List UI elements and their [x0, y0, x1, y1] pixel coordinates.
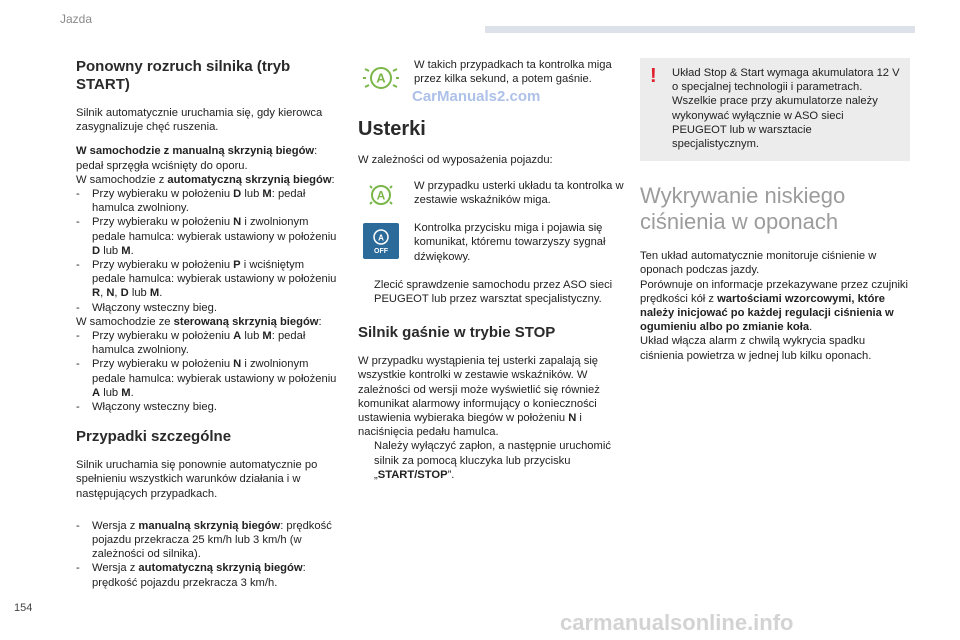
- arrow-bullet-icon: [358, 278, 374, 306]
- site-watermark: carmanualsonline.info: [560, 610, 794, 635]
- section-header: Jazda: [60, 12, 93, 26]
- tyre-text-2: Porównuje on informacje przekazywane przez czujniki prędkości kół z wartościami wzorcowymi, które należy inicjować po każdej regulacji ciśnienia w ogumieniu albo po zmianie koła.: [640, 278, 909, 334]
- fault-button-text: Kontrolka przycisku miga i pojawia się komunikat, któremu towarzyszy sygnał dźwiękowy.: [414, 222, 606, 263]
- stop-start-flashing-icon: [363, 60, 399, 96]
- battery-warning-box: [640, 58, 910, 161]
- blink-note: [358, 58, 624, 96]
- blink-text: W takich przypadkach ta kontrolka miga przez kilka sekund, a potem gaśnie.: [414, 59, 612, 86]
- restart-intro: Silnik automatycznie uruchamia się, gdy kierowca zasygnalizuje chęć ruszenia.: [76, 107, 323, 134]
- list-item: - Przy wybieraku w położeniu D lub M: pedał hamulca zwolniony.: [76, 188, 306, 215]
- restart-title: Ponowny rozruch silnika (tryb START): [76, 58, 291, 93]
- svg-text:OFF: OFF: [374, 248, 388, 256]
- stall-title: Silnik gaśnie w trybie STOP: [358, 324, 556, 342]
- svg-text:A: A: [376, 188, 386, 203]
- header-bar: [485, 26, 915, 33]
- column-middle: [358, 58, 624, 482]
- faults-title: Usterki: [358, 118, 426, 140]
- faults-intro: W zależności od wyposażenia pojazdu:: [358, 154, 553, 166]
- warning-text-2: Wszelkie prace przy akumulatorze należy wykonywać wyłącznie w ASO sieci PEUGEOT lub w warsztacie specjalistycznym.: [672, 95, 878, 151]
- warning-text-1: Układ Stop & Start wymaga akumulatora 12 V o specjalnej technologii i parametrach.: [672, 67, 900, 94]
- arrow-bullet-icon: [358, 439, 374, 482]
- svg-text:A: A: [378, 233, 384, 243]
- special-cases-title: Przypadki szczególne: [76, 428, 232, 446]
- list-item: - Przy wybieraku w położeniu N i zwolnionym pedale hamulca: wybierak ustawiony w położeniu D lub M.: [76, 216, 337, 257]
- list-item: - Włączony wsteczny bieg.: [76, 401, 217, 414]
- ignition-instruction: Należy wyłączyć zapłon, a następnie uruchomić silnik za pomocą kluczyka lub przycisku „START/STOP”.: [358, 439, 624, 482]
- list-item: - Przy wybieraku w położeniu N i zwolnionym pedale hamulca: wybierak ustawiony w położeniu A lub M.: [76, 358, 337, 399]
- stop-start-off-button-icon: [363, 223, 399, 259]
- list-item: - Wersja z automatyczną skrzynią biegów: prędkość pojazdu przekracza 3 km/h.: [76, 562, 306, 589]
- fault-lamp-text: W przypadku usterki układu ta kontrolka w zestawie wskaźników miga.: [414, 180, 624, 207]
- list-item: - Przy wybieraku w położeniu A lub M: pedał hamulca zwolniony.: [76, 330, 306, 357]
- check-instruction: Zlecić sprawdzenie samochodu przez ASO sieci PEUGEOT lub przez warsztat specjalistyczny.: [358, 278, 624, 306]
- fault-button-note: [358, 221, 624, 264]
- tyre-pressure-title: Wykrywanie niskiego ciśnienia w oponach: [640, 183, 846, 235]
- page-number: 154: [14, 602, 33, 614]
- list-item: - Włączony wsteczny bieg.: [76, 301, 217, 314]
- watermark: CarManuals2.com: [412, 88, 541, 105]
- tyre-text-1: Ten układ automatycznie monitoruje ciśnienie w oponach podczas jazdy.: [640, 250, 877, 277]
- tyre-text-3: Układ włącza alarm z chwilą wykrycia spadku ciśnienia powietrza w jednej lub kilku oponach.: [640, 335, 872, 362]
- auto-gearbox-intro: W samochodzie z automatyczną skrzynią biegów:: [76, 173, 335, 186]
- warning-icon: !: [650, 65, 657, 87]
- column-right: [640, 58, 910, 363]
- manual-gearbox-note: W samochodzie z manualną skrzynią biegów: pedał sprzęgła wciśnięty do oporu.: [76, 145, 318, 172]
- stop-start-warning-icon: [367, 181, 395, 209]
- list-item: - Wersja z manualną skrzynią biegów: prędkość pojazdu przekracza 25 km/h lub 3 km/h (w zależności od silnika).: [76, 519, 332, 561]
- steered-gearbox-intro: W samochodzie ze sterowaną skrzynią biegów:: [76, 315, 322, 328]
- column-left: [76, 58, 338, 590]
- fault-lamp-note: [358, 179, 624, 209]
- stall-text: W przypadku wystąpienia tej usterki zapalają się wszystkie kontrolki w zestawie wskaźników. W zależności od wersji może wyświetlić się również komunikat alarmowy informujący o konieczności ustawienia wybieraka biegów w położeniu N i naciśnięcia pedału hamulca.: [358, 355, 600, 439]
- list-item: - Przy wybieraku w położeniu P i wciśniętym pedale hamulca: wybierak ustawiony w położeniu R, N, D lub M.: [76, 259, 337, 300]
- svg-text:A: A: [376, 70, 386, 86]
- special-cases-intro: Silnik uruchamia się ponownie automatycznie po spełnieniu wszystkich warunków działania i w następujących przypadkach.: [76, 459, 318, 500]
